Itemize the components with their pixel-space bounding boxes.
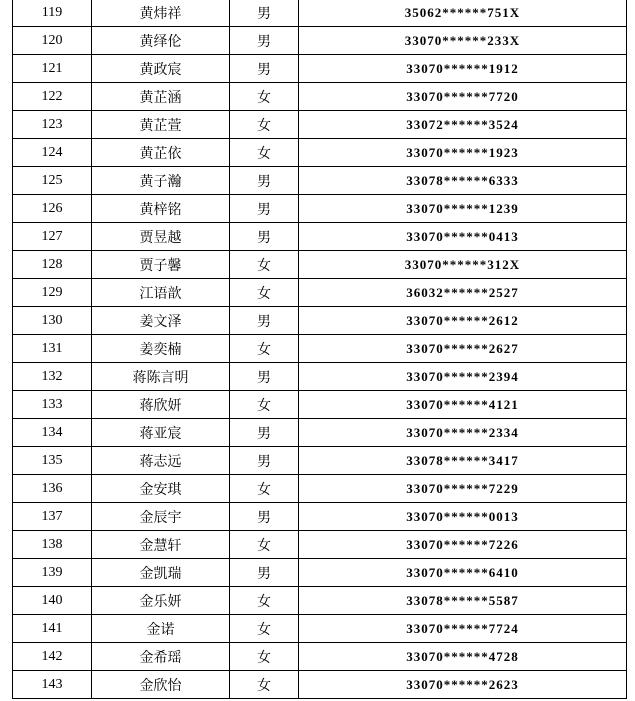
name-cell: 黄梓铭 [92,195,230,223]
name-cell: 蒋欣妍 [92,391,230,419]
table-row [13,167,627,195]
name-cell: 金安琪 [92,475,230,503]
row-number-cell: 136 [13,475,92,503]
row-number-cell: 131 [13,335,92,363]
name-cell: 金慧轩 [92,531,230,559]
row-number-cell: 140 [13,587,92,615]
row-number-cell: 122 [13,83,92,111]
id-number-cell: 33070******2627 [299,335,627,363]
table-row [13,475,627,503]
name-cell: 黄炜祥 [92,0,230,27]
row-number-cell: 128 [13,251,92,279]
id-number-cell: 33070******4728 [299,643,627,671]
table-row [13,391,627,419]
row-number-cell: 125 [13,167,92,195]
name-cell: 蒋志远 [92,447,230,475]
name-cell: 金欣怡 [92,671,230,699]
id-number-cell: 33072******3524 [299,111,627,139]
name-cell: 金诺 [92,615,230,643]
row-number-cell: 120 [13,27,92,55]
table-row [13,139,627,167]
gender-cell: 男 [230,447,299,475]
table-row [13,335,627,363]
id-number-cell: 33070******2394 [299,363,627,391]
table-row [13,559,627,587]
gender-cell: 女 [230,643,299,671]
id-number-cell: 33070******312X [299,251,627,279]
gender-cell: 女 [230,83,299,111]
id-number-cell: 33070******1239 [299,195,627,223]
row-number-cell: 119 [13,0,92,27]
gender-cell: 女 [230,531,299,559]
table-row [13,447,627,475]
name-cell: 贾子馨 [92,251,230,279]
table-row [13,615,627,643]
table-row [13,587,627,615]
gender-cell: 男 [230,363,299,391]
gender-cell: 女 [230,391,299,419]
row-number-cell: 127 [13,223,92,251]
name-cell: 姜奕楠 [92,335,230,363]
id-number-cell: 33070******2334 [299,419,627,447]
name-cell: 江语歆 [92,279,230,307]
name-cell: 金希瑶 [92,643,230,671]
name-cell: 黄芷依 [92,139,230,167]
gender-cell: 男 [230,559,299,587]
table-row [13,55,627,83]
row-number-cell: 132 [13,363,92,391]
table-row [13,363,627,391]
table-body [13,0,627,699]
gender-cell: 男 [230,167,299,195]
id-number-cell: 33070******1912 [299,55,627,83]
row-number-cell: 138 [13,531,92,559]
row-number-cell: 137 [13,503,92,531]
gender-cell: 女 [230,671,299,699]
row-number-cell: 135 [13,447,92,475]
id-number-cell: 33070******7724 [299,615,627,643]
table-row [13,223,627,251]
table-row [13,279,627,307]
row-number-cell: 134 [13,419,92,447]
id-number-cell: 33070******0013 [299,503,627,531]
id-number-cell: 33070******233X [299,27,627,55]
row-number-cell: 126 [13,195,92,223]
gender-cell: 男 [230,419,299,447]
row-number-cell: 133 [13,391,92,419]
table-row [13,531,627,559]
name-cell: 金辰宇 [92,503,230,531]
gender-cell: 女 [230,251,299,279]
gender-cell: 男 [230,223,299,251]
id-number-cell: 35062******751X [299,0,627,27]
table-row [13,27,627,55]
gender-cell: 女 [230,615,299,643]
table-row [13,83,627,111]
row-number-cell: 139 [13,559,92,587]
id-number-cell: 33078******6333 [299,167,627,195]
gender-cell: 女 [230,475,299,503]
row-number-cell: 129 [13,279,92,307]
id-number-cell: 36032******2527 [299,279,627,307]
gender-cell: 女 [230,111,299,139]
gender-cell: 女 [230,279,299,307]
id-number-cell: 33070******1923 [299,139,627,167]
id-number-cell: 33070******2623 [299,671,627,699]
gender-cell: 男 [230,195,299,223]
gender-cell: 男 [230,55,299,83]
name-cell: 黄政宸 [92,55,230,83]
table-row [13,111,627,139]
gender-cell: 女 [230,335,299,363]
gender-cell: 男 [230,0,299,27]
name-cell: 金凯瑞 [92,559,230,587]
id-number-cell: 33070******7226 [299,531,627,559]
name-cell: 蒋陈言明 [92,363,230,391]
id-number-cell: 33070******0413 [299,223,627,251]
name-cell: 黄芷涵 [92,83,230,111]
row-number-cell: 141 [13,615,92,643]
id-number-cell: 33070******6410 [299,559,627,587]
table-row [13,251,627,279]
table-row [13,503,627,531]
gender-cell: 女 [230,587,299,615]
table-row [13,307,627,335]
row-number-cell: 123 [13,111,92,139]
gender-cell: 女 [230,139,299,167]
table-row [13,419,627,447]
name-cell: 姜文泽 [92,307,230,335]
table-row [13,671,627,699]
name-cell: 黄芷萱 [92,111,230,139]
name-cell: 蒋亚宸 [92,419,230,447]
row-number-cell: 143 [13,671,92,699]
table-row [13,0,627,27]
gender-cell: 男 [230,307,299,335]
row-number-cell: 124 [13,139,92,167]
row-number-cell: 121 [13,55,92,83]
id-number-cell: 33078******3417 [299,447,627,475]
student-table [12,0,627,699]
id-number-cell: 33070******7720 [299,83,627,111]
row-number-cell: 130 [13,307,92,335]
gender-cell: 男 [230,503,299,531]
name-cell: 黄绎伦 [92,27,230,55]
name-cell: 黄子瀚 [92,167,230,195]
id-number-cell: 33070******7229 [299,475,627,503]
table-row [13,643,627,671]
id-number-cell: 33070******2612 [299,307,627,335]
gender-cell: 男 [230,27,299,55]
id-number-cell: 33078******5587 [299,587,627,615]
id-number-cell: 33070******4121 [299,391,627,419]
row-number-cell: 142 [13,643,92,671]
name-cell: 贾昱越 [92,223,230,251]
name-cell: 金乐妍 [92,587,230,615]
table-row [13,195,627,223]
